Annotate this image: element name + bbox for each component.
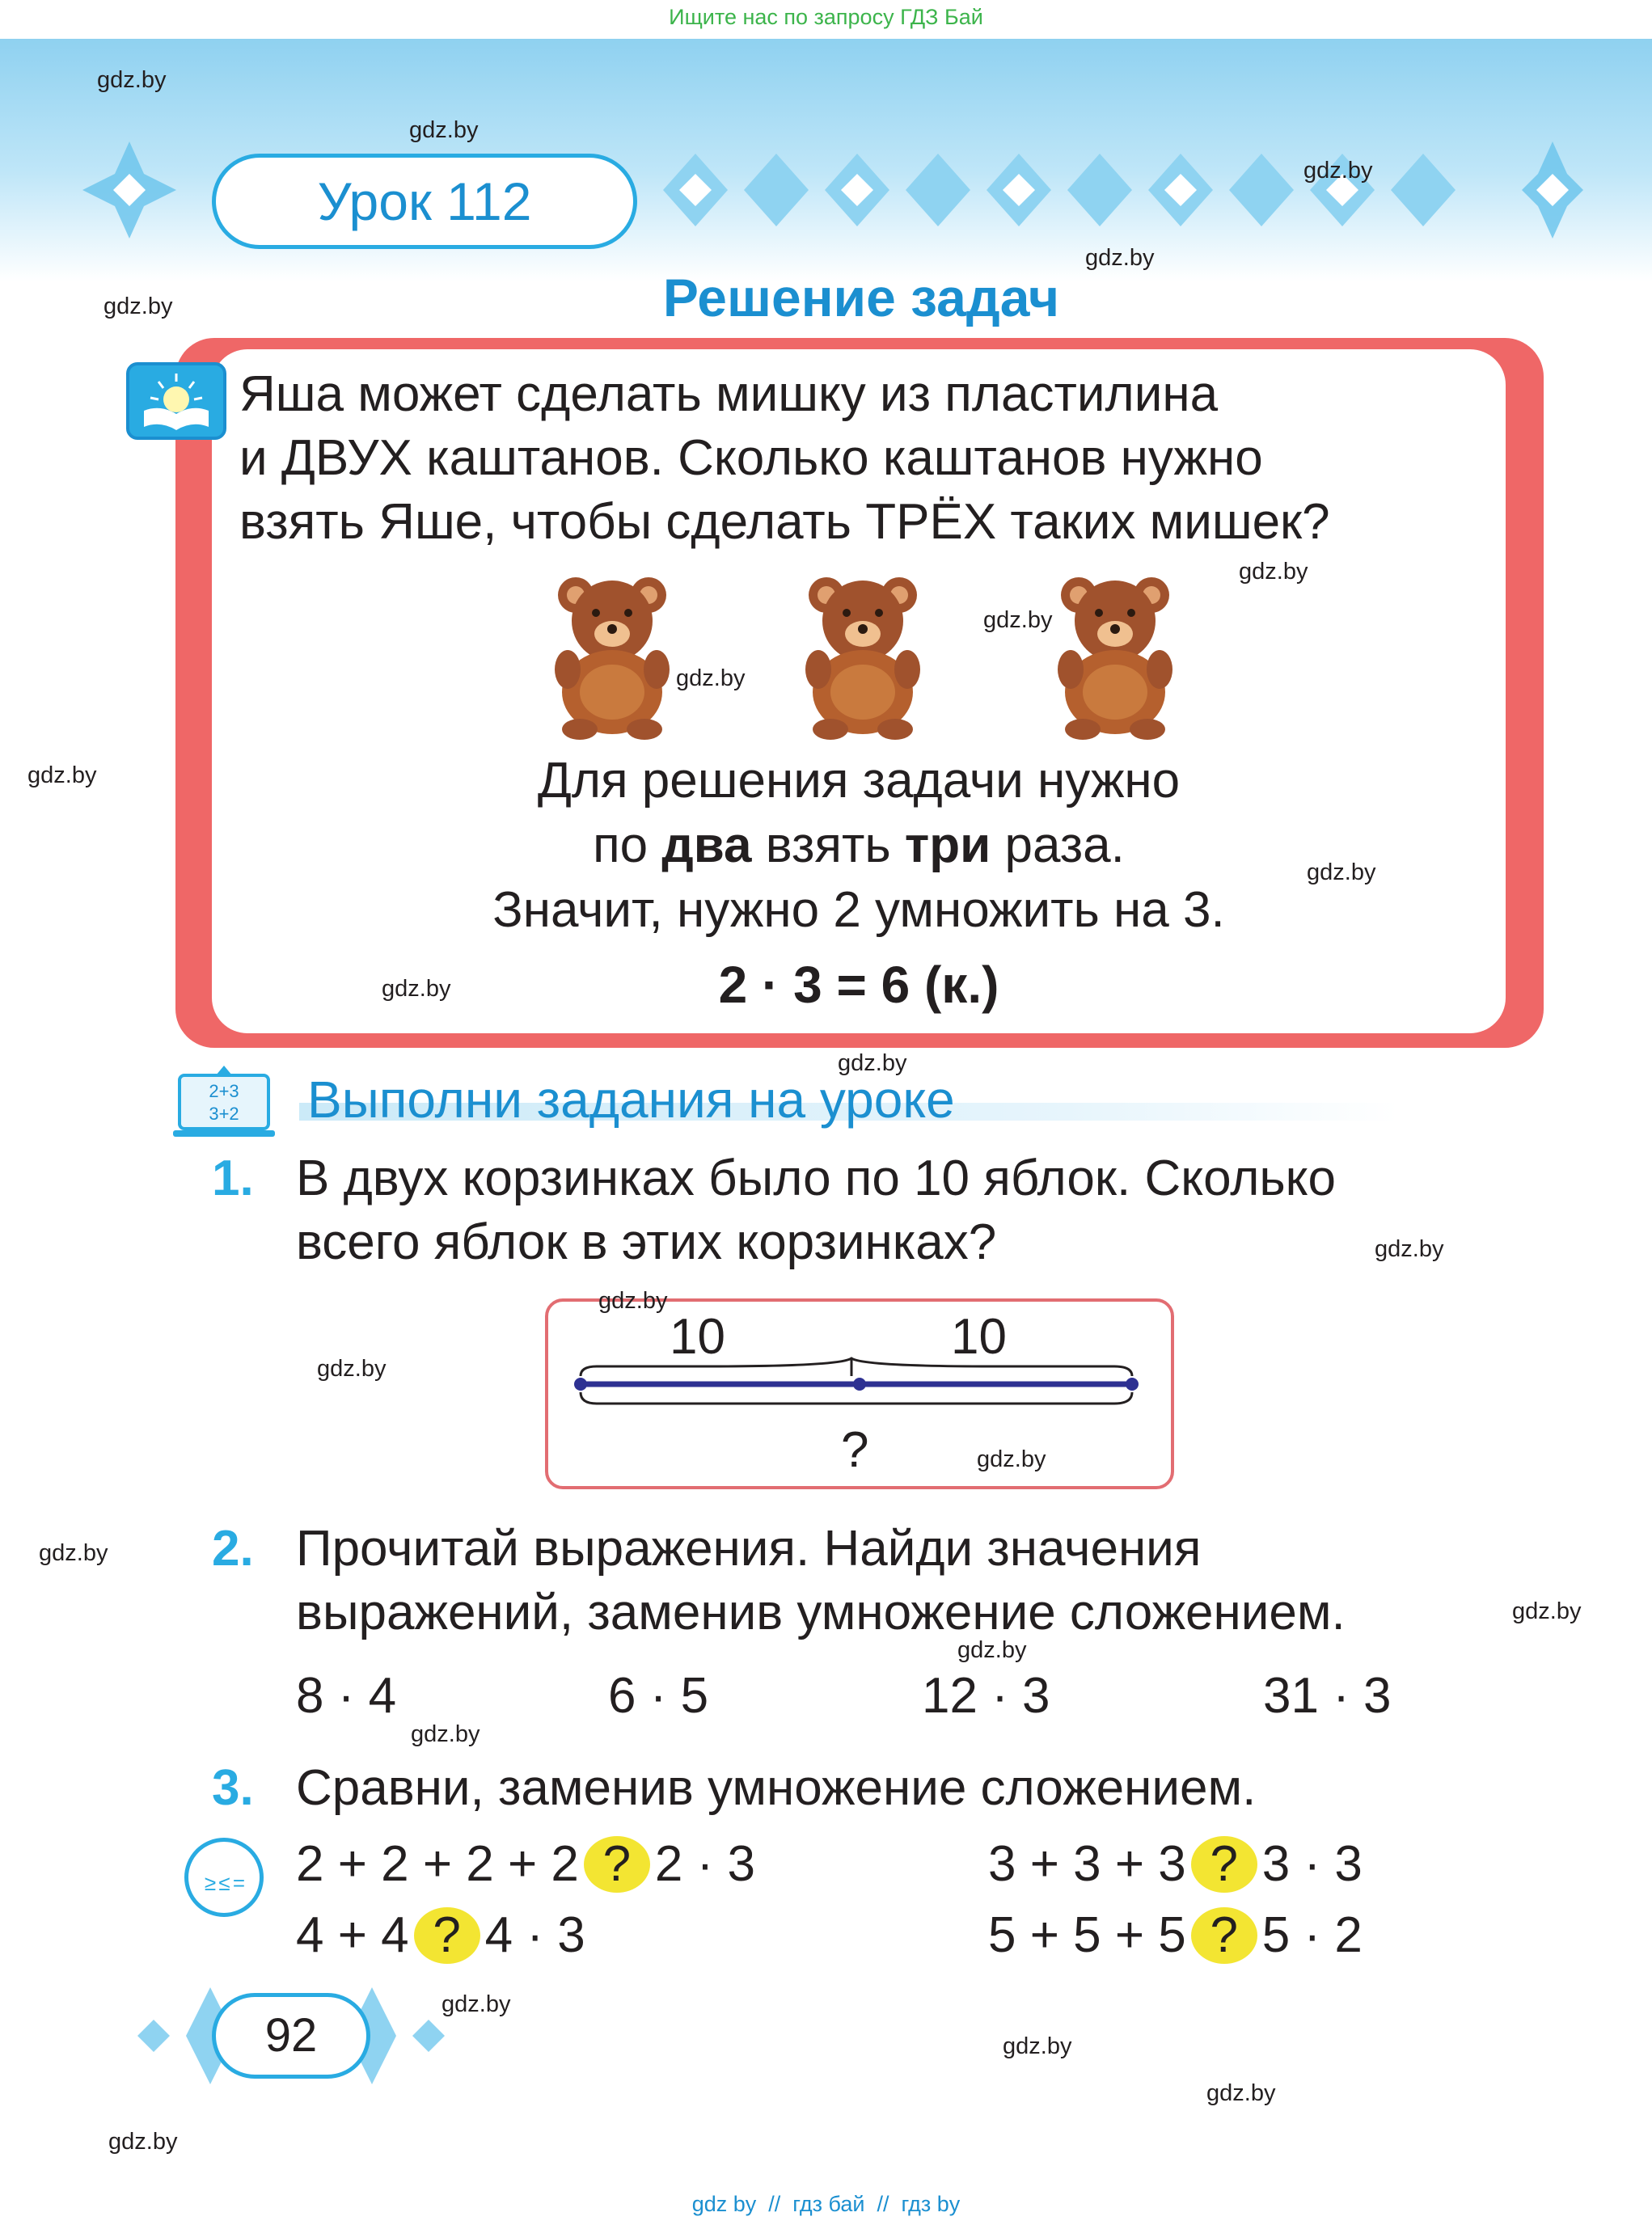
explain-bold: два [661,817,752,873]
explain-bold: три [904,817,991,873]
comparison-right: 5 · 2 [1261,1907,1363,1963]
comparison-row [988,1834,1363,1896]
comparison-row [296,1905,585,1967]
solution-formula: 2 · 3 = 6 (к.) [718,956,999,1014]
comparison-slot[interactable]: ? [1191,1836,1257,1893]
tasks-heading: Выполни задания на уроке [307,1070,955,1129]
board-line: 3+2 [209,1104,239,1124]
theory-problem-text [239,362,1478,554]
watermark: gdz.by [977,1446,1046,1472]
watermark: gdz.by [1085,245,1155,271]
task-number: 1. [212,1150,254,1206]
compare-icon [184,1838,264,1917]
explain-line-3: Значит, нужно 2 умножить на 3. [492,882,1225,938]
watermark: gdz.by [983,607,1053,633]
explain-text: взять [751,817,905,873]
segment-diagram [545,1298,1174,1489]
expression: 8 · 4 [296,1668,397,1724]
page-number: 92 [212,1993,370,2079]
segment-label-right: 10 [951,1309,1007,1365]
watermark: gdz.by [1512,1598,1582,1624]
section-title: Решение задач [662,268,1060,327]
expression: 31 · 3 [1263,1668,1392,1724]
search-hint: Ищите нас по запросу ГДЗ Бай [669,5,983,29]
task3-text: Сравни, заменив умножение сложением. [296,1760,1257,1816]
comparison-slot[interactable]: ? [1191,1907,1257,1964]
expression: 6 · 5 [608,1668,709,1724]
comparison-left: 4 + 4 [296,1907,409,1963]
watermark: gdz.by [27,762,97,788]
comparison-left: 3 + 3 + 3 [988,1836,1186,1892]
segment-label-left: 10 [670,1309,725,1365]
theory-line: взять Яше, чтобы сделать ТРЁХ таких мишек? [239,494,1330,550]
comparison-left: 2 + 2 + 2 + 2 [296,1836,579,1892]
watermark: gdz.by [104,293,173,319]
comparison-left: 5 + 5 + 5 [988,1907,1186,1963]
watermark: gdz.by [442,1991,511,2017]
task-line: В двух корзинках было по 10 яблок. Сколько [296,1150,1336,1206]
comparison-right: 2 · 3 [654,1836,755,1892]
watermark: gdz.by [1003,2033,1072,2059]
watermark: gdz.by [676,665,746,691]
comparison-right: 4 · 3 [484,1907,585,1963]
task2-text [296,1517,1506,1644]
segment-question: ? [841,1422,869,1478]
comparison-right: 3 · 3 [1261,1836,1363,1892]
bear-image [1054,571,1176,741]
watermark: gdz.by [382,976,451,1002]
explain-line-1: Для решения задачи нужно [537,753,1181,809]
footer-links[interactable]: gdz by // гдз бай // гдз by [691,2192,961,2216]
lesson-label: Урок 112 [212,154,637,249]
watermark: gdz.by [1307,859,1376,885]
comparison-row [296,1834,755,1896]
task-number: 2. [212,1521,254,1577]
watermark: gdz.by [39,1540,108,1566]
task1-text [296,1146,1509,1274]
explain-text: по [593,817,662,873]
task-line: всего яблок в этих корзинках? [296,1214,997,1270]
comparison-slot[interactable]: ? [414,1907,480,1964]
chalkboard-icon [171,1064,277,1140]
book-sun-icon [126,362,226,440]
watermark: gdz.by [108,2129,178,2155]
watermark: gdz.by [411,1721,480,1747]
expression: 12 · 3 [922,1668,1050,1724]
watermark: gdz.by [957,1637,1027,1663]
watermark: gdz.by [838,1050,907,1076]
comparison-slot[interactable]: ? [584,1836,650,1893]
theory-line: Яша может сделать мишку из пластилина [239,366,1219,422]
bear-image [551,571,673,741]
task-line: Прочитай выражения. Найди значения [296,1521,1202,1577]
watermark: gdz.by [317,1356,387,1382]
comparison-row [988,1905,1363,1967]
bear-image [802,571,923,741]
task-line: выражений, заменив умножение сложением. [296,1585,1346,1640]
watermark: gdz.by [1303,158,1373,184]
watermark: gdz.by [97,67,167,93]
watermark: gdz.by [598,1288,668,1314]
explain-text: раза. [991,817,1125,873]
theory-line: и ДВУХ каштанов. Сколько каштанов нужно [239,430,1263,486]
watermark: gdz.by [409,117,479,143]
board-line: 2+3 [209,1081,239,1101]
watermark: gdz.by [1239,559,1308,585]
watermark: gdz.by [1375,1236,1444,1262]
watermark: gdz.by [1206,2080,1276,2106]
compare-icon-glyph: ≥ ≤ = [204,1871,244,1895]
task-number: 3. [212,1760,254,1816]
